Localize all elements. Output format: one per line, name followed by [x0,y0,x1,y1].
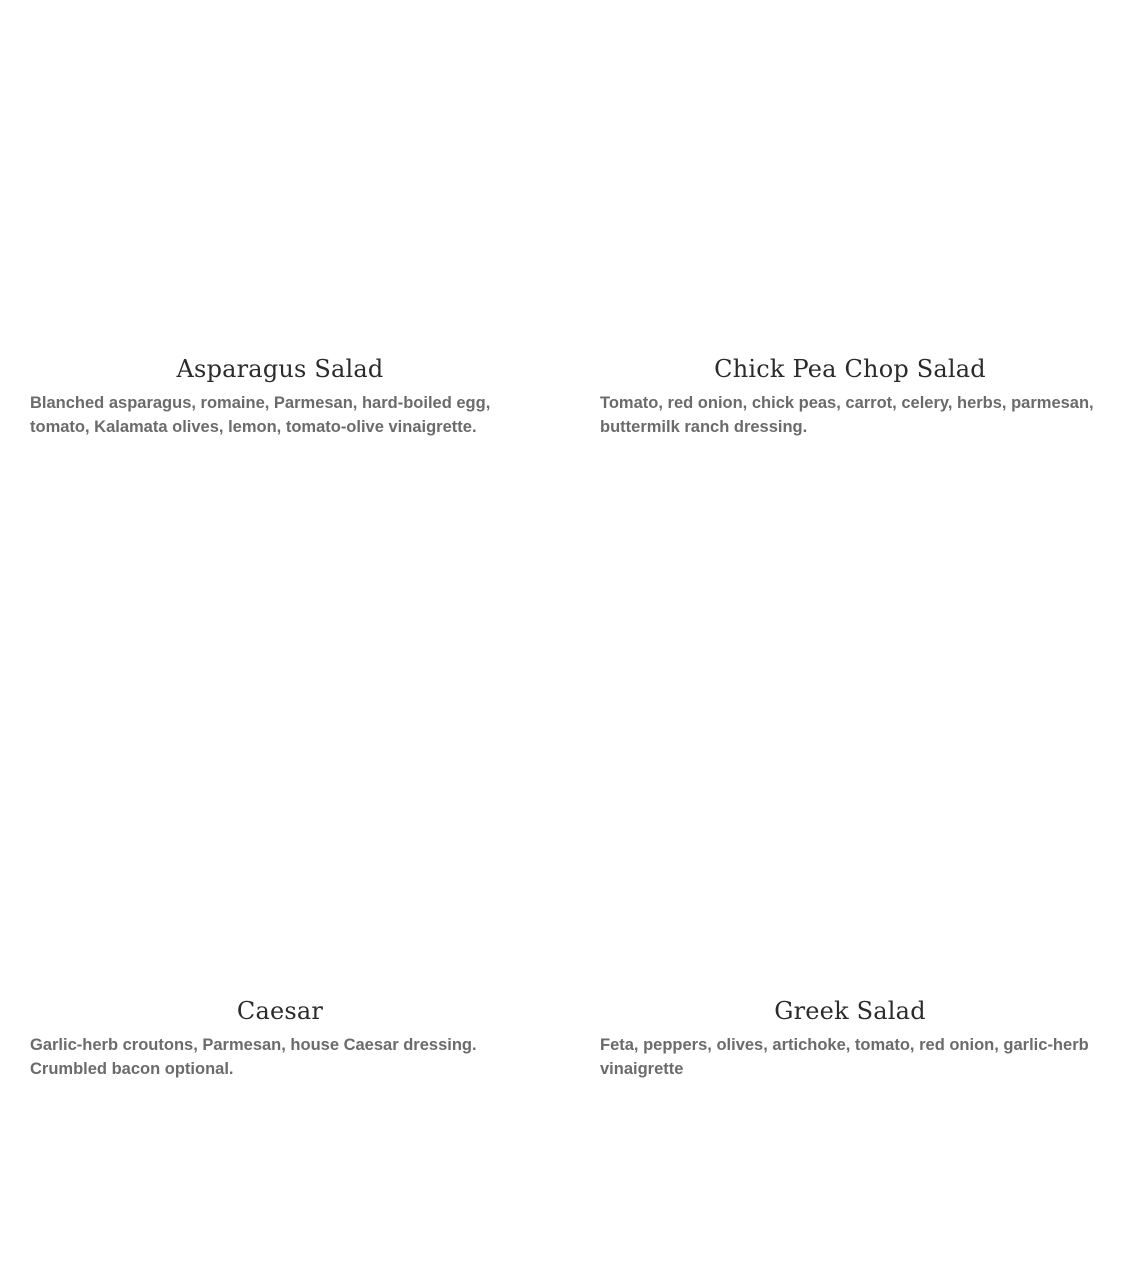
dish-image [600,0,1100,340]
menu-item-asparagus-salad [30,0,530,642]
dish-title: Asparagus Salad [176,355,384,383]
dish-title: Greek Salad [774,997,926,1025]
menu-item-chick-pea-chop-salad [600,0,1100,642]
dish-title: Caesar [236,997,324,1025]
dish-title: Chick Pea Chop Salad [714,355,986,383]
menu-item-greek-salad [600,642,1100,1284]
dish-description: Blanched asparagus, romaine, Parmesan, hard-boiled egg, tomato, Kalamata olives, lemon, tomato-olive vinaigrette. [30,394,491,436]
dish-description: Garlic-herb croutons, Parmesan, house Caesar dressing. Crumbled bacon optional. [30,1036,477,1078]
dish-description: Feta, peppers, olives, artichoke, tomato, red onion, garlic-herb vinaigrette [600,1036,1089,1078]
dish-image [30,642,530,982]
dish-image [30,0,530,340]
menu-grid [30,0,1100,1284]
menu-item-caesar [30,642,530,1284]
dish-image [600,642,1100,982]
dish-description: Tomato, red onion, chick peas, carrot, celery, herbs, parmesan, buttermilk ranch dressing. [600,394,1094,436]
